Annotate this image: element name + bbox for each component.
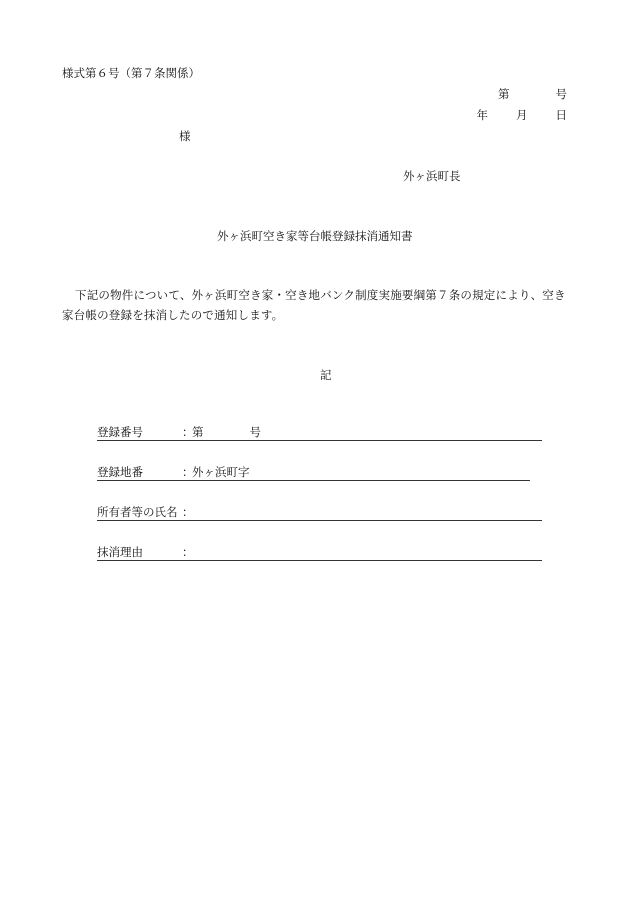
- issuer: 外ヶ浜町長: [403, 169, 461, 183]
- field-label: 所有者等の氏名: [97, 505, 178, 519]
- field-label: 抹消理由: [97, 545, 143, 559]
- cancellation-reason-field[interactable]: 抹消理由 ：: [97, 544, 542, 561]
- issue-date: [477, 107, 568, 123]
- field-prefix: 外ヶ浜町字: [192, 465, 250, 479]
- owner-name-field[interactable]: 所有者等の氏名 ：: [97, 504, 542, 521]
- date-month: 月: [516, 108, 528, 122]
- field-suffix: 号: [249, 425, 261, 439]
- addressee: 様: [179, 129, 191, 143]
- ki-heading: 記: [320, 368, 332, 382]
- date-day: 日: [555, 108, 567, 122]
- form-number: 様式第６号（第７条関係）: [62, 66, 200, 80]
- document-number: [498, 86, 567, 102]
- field-label: 登録地番: [97, 465, 143, 479]
- date-year: 年: [476, 108, 488, 122]
- document-title: 外ヶ浜町空き家等台帳登録抹消通知書: [217, 229, 413, 243]
- document-number-prefix: 第: [498, 87, 510, 101]
- registration-lot-field[interactable]: 登録地番 ：外ヶ浜町字: [97, 464, 530, 481]
- registration-number-field[interactable]: 登録番号 ：第 号: [97, 424, 542, 441]
- body-text: 下記の物件について、外ヶ浜町空き家・空き地バンク制度実施要綱第７条の規定により、空き家台帳の登録を抹消したので通知します。: [62, 288, 566, 322]
- field-prefix: 第: [192, 425, 204, 439]
- document-number-suffix: 号: [555, 87, 567, 101]
- field-label: 登録番号: [97, 425, 143, 439]
